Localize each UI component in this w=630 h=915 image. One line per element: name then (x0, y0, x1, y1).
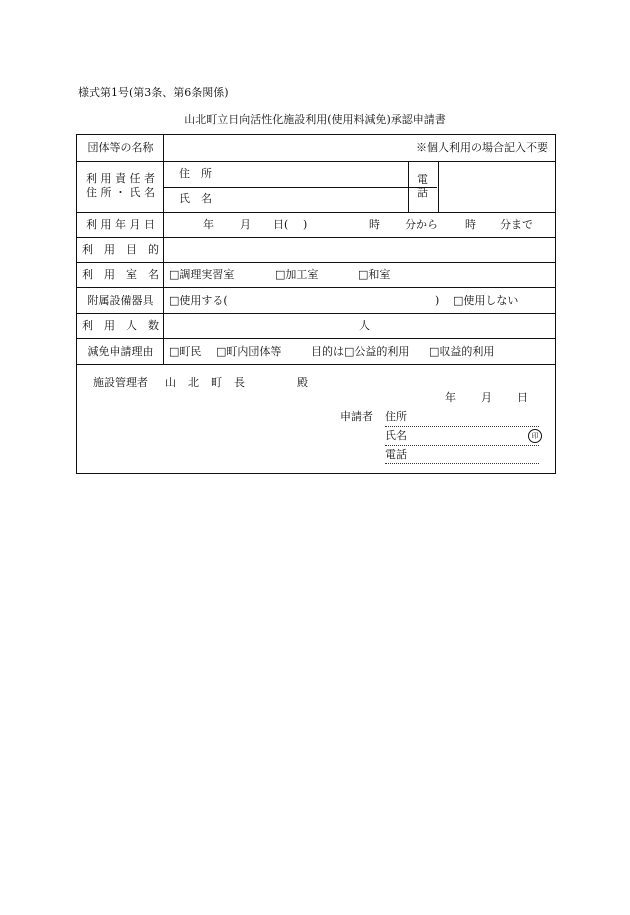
row-divider (77, 364, 555, 365)
honorific: 殿 (297, 376, 308, 389)
date-label: 利 用 年 月 日 (86, 218, 155, 231)
applicant-label: 申請者 (340, 410, 373, 423)
address-label: 住 所 (179, 167, 212, 180)
seal-mark: 印 (528, 429, 542, 443)
phone-value-divider (438, 161, 439, 212)
mayor-char-3: 町 (211, 376, 222, 389)
people-label: 利 用 人 数 (82, 319, 159, 332)
date-month: 月 (240, 218, 251, 231)
purpose-label: 利 用 目 的 (82, 243, 159, 256)
reduction-profit-checkbox[interactable]: □収益的利用 (429, 345, 495, 358)
room-option-processing[interactable]: □加工室 (275, 268, 319, 281)
phone-label-bottom: 話 (417, 186, 428, 199)
equipment-label: 附属設備器具 (87, 294, 154, 307)
phone-label-divider (408, 161, 409, 212)
row-divider (77, 237, 555, 238)
row-divider (77, 262, 555, 263)
row-divider (77, 212, 555, 213)
form-number: 様式第1号(第3条、第6条関係) (78, 86, 229, 99)
phone-dotted-line (385, 463, 539, 464)
room-label: 利 用 室 名 (82, 268, 159, 281)
date-paren-close: ) (303, 218, 308, 231)
mayor-char-1: 山 (165, 376, 176, 389)
reduction-public-checkbox[interactable]: 目的は□公益的利用 (311, 345, 410, 358)
group-name-note: ※個人利用の場合記入不要 (416, 141, 548, 154)
applicant-phone-label: 電話 (385, 448, 407, 461)
reduction-group-checkbox[interactable]: □町内団体等 (216, 345, 282, 358)
date-year: 年 (203, 218, 214, 231)
date-day: 日( (273, 218, 289, 231)
row-divider (77, 338, 555, 339)
name-dotted-line (385, 445, 539, 446)
manager-label: 施設管理者 (93, 376, 148, 389)
hour-from: 時 (369, 218, 380, 231)
row-divider (77, 287, 555, 288)
applicant-name-label: 氏名 (385, 429, 407, 442)
minute-from: 分から (405, 218, 438, 231)
people-unit: 人 (359, 319, 370, 332)
minute-to: 分まで (500, 218, 533, 231)
submit-day: 日 (517, 391, 528, 404)
submit-month: 月 (481, 391, 492, 404)
row-divider (77, 313, 555, 314)
mayor-char-4: 長 (234, 376, 245, 389)
equipment-paren-close: ) (435, 294, 440, 307)
hour-to: 時 (465, 218, 476, 231)
application-form-table (76, 134, 556, 474)
form-title: 山北町立日向活性化施設利用(使用料減免)承認申請書 (184, 113, 446, 126)
reduction-label: 減免申請理由 (87, 345, 154, 358)
responsible-label-line2: 住 所 ・ 氏 名 (86, 186, 155, 199)
name-label: 氏 名 (179, 192, 212, 205)
submit-year: 年 (445, 391, 456, 404)
mayor-char-2: 北 (188, 376, 199, 389)
row-divider (164, 187, 437, 188)
room-option-cooking[interactable]: □調理実習室 (169, 268, 235, 281)
responsible-label-line1: 利 用 責 任 者 (86, 172, 155, 185)
row-divider (77, 161, 555, 162)
phone-label-top: 電 (417, 173, 428, 186)
group-name-label: 団体等の名称 (87, 141, 154, 154)
equipment-use-checkbox[interactable]: □使用する( (169, 294, 228, 307)
room-option-japanese[interactable]: □和室 (358, 268, 391, 281)
reduction-town-checkbox[interactable]: □町民 (169, 345, 202, 358)
equipment-not-use-checkbox[interactable]: □使用しない (453, 294, 519, 307)
applicant-address-label: 住所 (385, 410, 407, 423)
address-dotted-line (385, 426, 539, 427)
